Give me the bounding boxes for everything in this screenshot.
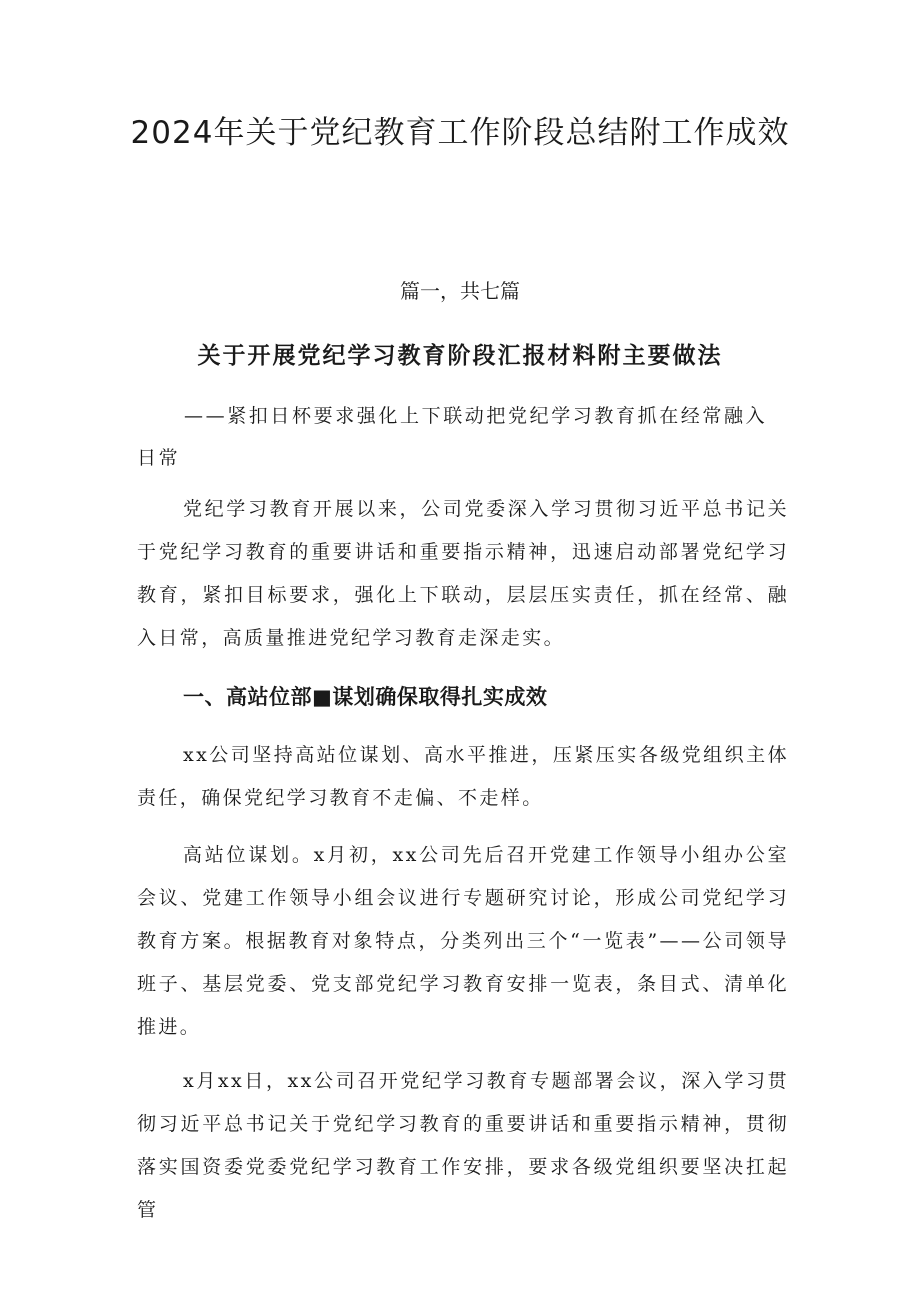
section-heading: 一、高站位部■谋划确保取得扎实成效: [183, 685, 548, 709]
document-title: 2024年关于党纪教育工作阶段总结附工作成效: [130, 115, 790, 151]
part-label: 篇一，共七篇: [400, 279, 520, 303]
body-paragraph: 党纪学习教育开展以来，公司党委深入学习贯彻习近平总书记关于党纪学习教育的重要讲话和重要指示精神，迅速启动部署党纪学习教育，紧扣目标要求，强化上下联动，层层压实责任，抓在经常、融入日常，高质量推进党纪学习教育走深走实。: [137, 498, 789, 649]
body-paragraph: xx公司坚持高站位谋划、高水平推进，压紧压实各级党组织主体责任，确保党纪学习教育不走偏、不走样。: [137, 744, 789, 809]
body-paragraph: 高站位谋划。x月初，xx公司先后召开党建工作领导小组办公室会议、党建工作领导小组会议进行专题研究讨论，形成公司党纪学习教育方案。根据教育对象特点，分类列出三个“一览表”——公司领导班子、基层党委、党支部党纪学习教育安排一览表，条目式、清单化推进。: [137, 844, 789, 1038]
article-subtitle: ——紧扣日杯要求强化上下联动把党纪学习教育抓在经常融入日常: [137, 405, 768, 469]
article-title: 关于开展党纪学习教育阶段汇报材料附主要做法: [197, 342, 723, 369]
body-paragraph: x月xx日，xx公司召开党纪学习教育专题部署会议，深入学习贯彻习近平总书记关于党纪学习教育的重要讲话和重要指示精神，贯彻落实国资委党委党纪学习教育工作安排，要求各级党组织要坚决扛起管: [137, 1070, 789, 1221]
